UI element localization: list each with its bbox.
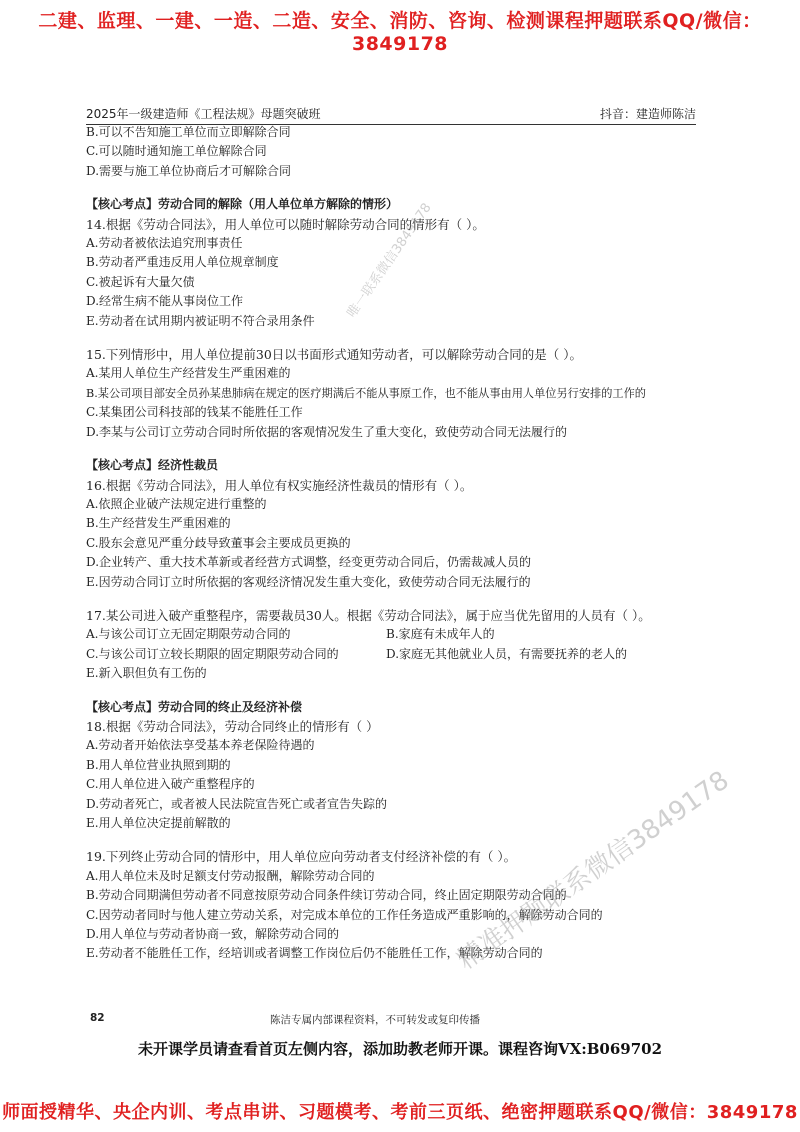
option-line: C.因劳动者同时与他人建立劳动关系，对完成本单位的工作任务造成严重影响的，解除劳动合同的: [86, 907, 603, 922]
option-line: B.劳动合同期满但劳动者不同意按原劳动合同条件续订劳动合同，终止固定期限劳动合同的: [86, 888, 567, 903]
option-line: C.被起诉有大量欠债: [86, 274, 195, 289]
option-line: B.劳动者严重违反用人单位规章制度: [86, 255, 279, 270]
question-17: 17.某公司进入破产重整程序，需要裁员30人。根据《劳动合同法》，属于应当优先留用的人员有（ ）。: [86, 607, 651, 623]
question-16: 16.根据《劳动合同法》，用人单位有权实施经济性裁员的情形有（ ）。: [86, 477, 473, 493]
bottom-note: 未开课学员请查看首页左侧内容，添加助教老师开课。课程咨询VX:B069702: [137, 1040, 663, 1058]
option-line: D.经常生病不能从事岗位工作: [86, 294, 244, 309]
option-row: [86, 625, 726, 644]
option-line: A.劳动者开始依法享受基本养老保险待遇的: [86, 738, 315, 753]
option-b: B.家庭有未成年人的: [386, 627, 495, 642]
header-author: 抖音：建造师陈洁: [599, 107, 696, 121]
page-footer: [90, 1012, 700, 1027]
option-line: E.劳动者在试用期内被证明不符合录用条件: [86, 313, 315, 328]
option-line: B.某公司项目部安全员孙某患肺病在规定的医疗期满后不能从事原工作，也不能从事由用人单位另行安排的工作的: [86, 386, 646, 400]
option-line: C.某集团公司科技部的钱某不能胜任工作: [86, 405, 303, 420]
question-19: 19.下列终止劳动合同的情形中，用人单位应向劳动者支付经济补偿的有（ ）。: [86, 849, 517, 865]
page-number: 82: [90, 1012, 105, 1024]
option-line: D.用人单位与劳动者协商一致，解除劳动合同的: [86, 927, 340, 942]
option-a: A.与该公司订立无固定期限劳动合同的: [86, 627, 291, 642]
question-14: 14.根据《劳动合同法》，用人单位可以随时解除劳动合同的情形有（ ）。: [86, 216, 485, 232]
option-d: D.家庭无其他就业人员，有需要抚养的老人的: [386, 646, 628, 661]
watermark: 精准押题联系微信3849178: [452, 765, 735, 976]
option-line: B.可以不告知施工单位而立即解除合同: [86, 125, 291, 139]
option-line: C.用人单位进入破产重整程序的: [86, 777, 255, 792]
option-line: D.需要与施工单位协商后才可解除合同: [86, 163, 292, 178]
option-line: A.用人单位未及时足额支付劳动报酬，解除劳动合同的: [86, 868, 375, 883]
section-heading: 【核心考点】劳动合同的解除（用人单位单方解除的情形）: [86, 197, 399, 212]
option-line: E.因劳动合同订立时所依据的客观经济情况发生重大变化，致使劳动合同无法履行的: [86, 574, 531, 589]
option-line: D.企业转产、重大技术革新或者经营方式调整，经变更劳动合同后，仍需裁减人员的: [86, 555, 532, 570]
header-title: 2025年一级建造师《工程法规》母题突破班: [86, 107, 321, 121]
option-line: C.可以随时通知施工单位解除合同: [86, 144, 267, 159]
option-line: B.用人单位营业执照到期的: [86, 757, 231, 772]
bottom-banner: 师面授精华、央企内训、考点串讲、习题模考、考前三页纸、绝密押题联系QQ/微信：3849178: [2, 1102, 798, 1123]
option-line: B.生产经营发生严重困难的: [86, 516, 231, 531]
option-line: E.新入职但负有工伤的: [86, 666, 207, 681]
page-header: [86, 105, 696, 125]
option-line: A.依照企业破产法规定进行重整的: [86, 496, 267, 511]
option-line: A.某用人单位生产经营发生严重困难的: [86, 366, 291, 381]
option-line: A.劳动者被依法追究刑事责任: [86, 236, 243, 251]
top-banner: 二建、监理、一建、一造、二造、安全、消防、咨询、检测课程押题联系QQ/微信：3849178: [38, 10, 762, 55]
watermark: 唯一联系微信3849178: [344, 200, 435, 321]
option-line: D.李某与公司订立劳动合同时所依据的客观情况发生了重大变化，致使劳动合同无法履行的: [86, 424, 568, 439]
footer-notice: 陈洁专属内部课程资料，不可转发或复印传播: [270, 1014, 480, 1026]
question-18: 18.根据《劳动合同法》，劳动合同终止的情形有（ ）: [86, 718, 379, 734]
option-row: [86, 645, 726, 664]
section-heading: 【核心考点】经济性裁员: [86, 458, 219, 473]
option-line: E.劳动者不能胜任工作，经培训或者调整工作岗位后仍不能胜任工作，解除劳动合同的: [86, 946, 543, 961]
option-line: C.股东会意见严重分歧导致董事会主要成员更换的: [86, 535, 351, 550]
question-15: 15.下列情形中，用人单位提前30日以书面形式通知劳动者，可以解除劳动合同的是（ ）。: [86, 347, 583, 363]
section-heading: 【核心考点】劳动合同的终止及经济补偿: [86, 699, 303, 714]
option-c: C.与该公司订立较长期限的固定期限劳动合同的: [86, 646, 339, 661]
option-line: D.劳动者死亡，或者被人民法院宣告死亡或者宣告失踪的: [86, 796, 388, 811]
option-line: E.用人单位决定提前解散的: [86, 816, 231, 830]
